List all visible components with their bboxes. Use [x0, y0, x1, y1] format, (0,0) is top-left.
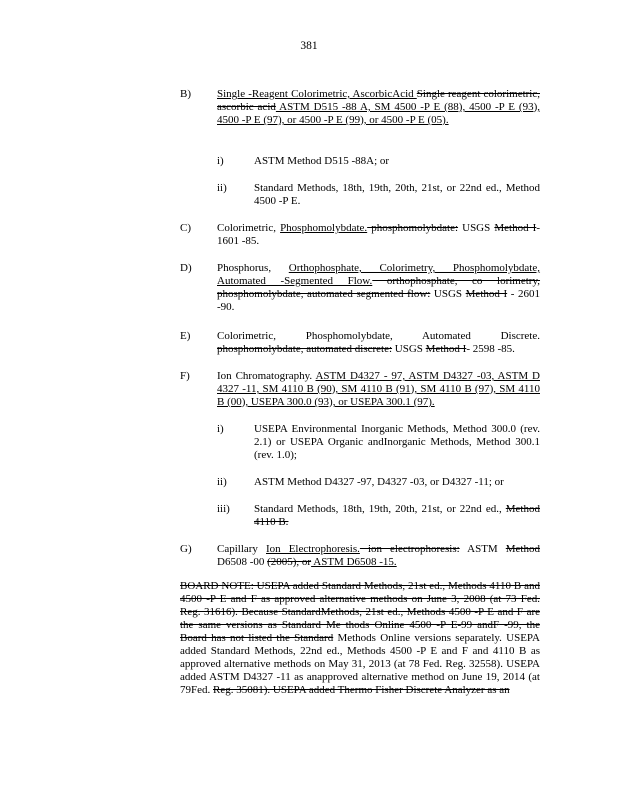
inserted-text: ASTM D515 -88 A, SM 4500 -P E (88), 4500 -P E (93), 4500 -P E (97), or 4500 -P E (99), or 4500 -P E (05). — [217, 101, 540, 126]
inserted-text: Single -Reagent Colorimetric, AscorbicAcid — [217, 88, 417, 100]
deleted-text: Reg. 35081). USEPA added Thermo Fisher Discrete Analyzer as an — [213, 684, 510, 696]
deleted-text: Method I — [425, 343, 467, 355]
item-label: C) — [180, 222, 191, 234]
deleted-text: Single reagent colorimetric, ascorbic acid — [217, 88, 540, 113]
text-run: ASTM — [459, 543, 506, 555]
subitem-label: i) — [217, 423, 224, 435]
text-run: D6508 -00 — [217, 556, 268, 568]
inserted-text: Phosphomolybdate. — [280, 222, 368, 234]
text-run: Colorimetric, — [217, 222, 281, 234]
deleted-text: Method I — [465, 288, 508, 300]
subitem-label: iii) — [217, 503, 230, 515]
text-run: Phosphorus, — [217, 262, 289, 274]
item-label: D) — [180, 262, 192, 274]
item-text — [217, 370, 540, 409]
text-run: Methods Online versions separately. USEPA added Standard Methods, 22nd ed., Methods 4500 -P E and F and 4110 B as approved alternative methods on May 31, 2013 (at 78 Fed. Reg. 32558). USEPA added ASTM D4327 -11 as anapproved alternative method on June 19, 2014 (at 79Fed. — [180, 632, 540, 696]
text-run: - 2598 -85. — [466, 343, 515, 355]
text-run: Ion Chromatography. — [217, 370, 316, 382]
deleted-text: ion electrophoresis: — [359, 543, 460, 555]
text-run: Standard Methods, 18th, 19th, 20th, 21st, or 22nd ed., — [254, 503, 506, 515]
subitem-label: ii) — [217, 182, 227, 194]
item-label: B) — [180, 88, 191, 100]
text-run: USGS — [430, 288, 466, 300]
subitem-text: ASTM Method D515 -88A; or — [254, 155, 390, 167]
deleted-text: phosphomolybdate: — [367, 222, 459, 234]
item-text — [217, 88, 540, 127]
deleted-text: phosphomolybdate, automated discrete: — [217, 343, 393, 355]
subitem-text: Standard Methods, 18th, 19th, 20th, 21st, or 22nd ed., Method 4500 -P E. — [254, 182, 540, 207]
page-number: 381 — [300, 40, 318, 52]
item-label: F) — [180, 370, 190, 382]
inserted-text: Ion Electrophoresis. — [266, 543, 360, 555]
text-run: - 1601 -85. — [217, 222, 540, 247]
text-run: USGS — [392, 343, 426, 355]
subitem-label: ii) — [217, 476, 227, 488]
deleted-text: orthophosphate, co lorimetry, phosphomolybdate, automated segmented flow: — [217, 275, 541, 300]
subitem-text — [254, 503, 540, 529]
text-run: Capillary — [217, 543, 266, 555]
deleted-text: Method — [505, 543, 540, 555]
board-note — [180, 580, 540, 697]
item-text — [217, 543, 540, 569]
text-run: - 2601 -90. — [217, 288, 540, 313]
deleted-text: (2005), or — [267, 556, 312, 568]
subitem-text: USEPA Environmental Inorganic Methods, Method 300.0 (rev. 2.1) or USEPA Organic andInorganic Methods, Method 300.1 (rev. 1.0); — [254, 423, 540, 461]
text-run: USGS — [458, 222, 495, 234]
subitem-text: ASTM Method D4327 -97, D4327 -03, or D4327 -11; or — [254, 476, 504, 488]
item-label: E) — [180, 330, 191, 342]
subitem-label: i) — [217, 155, 224, 167]
deleted-text: Method I — [494, 222, 537, 234]
item-text — [217, 262, 540, 314]
inserted-text: ASTM D4327 - 97, ASTM D4327 -03, ASTM D 4327 -11, SM 4110 B (90), SM 4110 B (91), SM 4110 B (97), SM 4110 B (00), USEPA 300.0 (93), or USEPA 300.1 (97). — [217, 370, 540, 408]
deleted-text: BOARD NOTE: USEPA added Standard Methods, 21st ed., Methods 4110 B and 4500 -P E and F as approved alternative methods on June 3, 2008 (at 73 Fed. Reg. 31616). Because StandardMethods, 21st ed., Methods 4500 -P E and F are the same versions as Standard Me thods Online 4500 -P E-99 andF -99, the Board has not listed the Standard — [180, 580, 540, 644]
inserted-text: ASTM D6508 -15. — [311, 556, 397, 568]
inserted-text: Orthophosphate, Colorimetry, Phosphomolybdate, Automated -Segmented Flow. — [217, 262, 541, 287]
item-label: G) — [180, 543, 192, 555]
text-run: Colorimetric, Phosphomolybdate, Automated Discrete. — [217, 330, 540, 342]
item-text — [217, 330, 540, 356]
item-text — [217, 222, 540, 248]
deleted-text: Method 4110 B. — [254, 503, 540, 528]
